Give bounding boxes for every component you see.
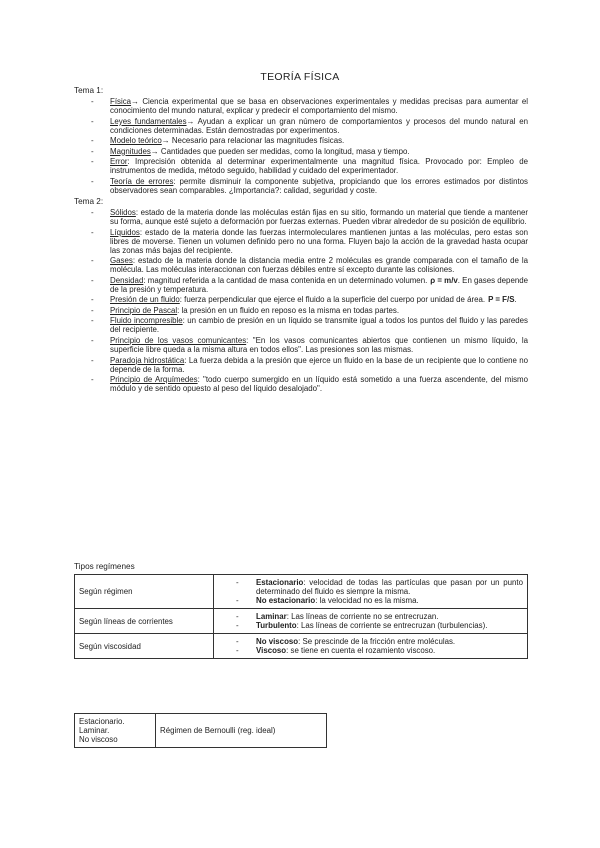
regime-row <box>75 634 528 659</box>
formula: P = F/S <box>488 295 515 305</box>
definition-text: Imprecisión obtenida al determinar experimentalmente una magnitud física. Provocado por: Empleo de instrumentos de medida, método seguido, habilidad y cuidado del experimentador. <box>110 157 528 176</box>
regime-name: Turbulento <box>256 621 297 630</box>
list-item <box>74 316 528 334</box>
regime-details <box>214 575 528 609</box>
document-title: TEORÍA FÍSICA <box>260 71 340 83</box>
definition-text: permite disminuir la componente subjetiva, propiciando que los errores estimados por distintos observadores sean comparables. ¿Importancia?: calidad, seguridad y coste. <box>110 176 528 195</box>
definition-text: un cambio de presión en un líquido se transmite igual a todos los puntos del fluido y las paredes del recipiente. <box>110 316 529 335</box>
regime-item <box>218 596 523 605</box>
regime-description: : velocidad de todas las partículas que pasan por un punto determinado del fluido es siempre la misma. <box>256 578 523 596</box>
regime-label: Según régimen <box>75 575 214 609</box>
term-separator: : <box>132 256 139 266</box>
term-separator: : <box>179 295 185 305</box>
list-item <box>74 356 528 374</box>
list-item <box>74 177 528 195</box>
definition-text: Cantidades que pueden ser medidas, como la longitud, masa y tiempo. <box>160 146 410 156</box>
regime-details <box>214 634 528 659</box>
list-item <box>74 208 528 226</box>
term-separator: → <box>150 146 161 156</box>
definition-text: fuerza perpendicular que ejerce el fluido a la superficie del cuerpo por unidad de área. <box>184 295 486 305</box>
term-separator: → <box>131 97 143 106</box>
regime-list <box>218 578 523 605</box>
term-separator: : <box>184 355 189 365</box>
regime-item <box>218 612 523 621</box>
regime-description: : Se prescinde de la fricción entre moléculas. <box>298 637 456 646</box>
term-separator: : <box>197 375 204 385</box>
regime-label: Según líneas de corrientes <box>75 609 214 634</box>
term: Error <box>110 157 128 167</box>
bernoulli-row <box>75 714 327 748</box>
term: Densidad <box>110 275 144 285</box>
regimes-table <box>74 574 528 659</box>
regime-description: : se tiene en cuenta el rozamiento viscoso. <box>286 646 436 655</box>
list-item <box>74 147 528 156</box>
regime-name: Viscoso <box>256 646 287 655</box>
list-item <box>74 295 528 304</box>
term-separator: → <box>186 116 198 126</box>
definition-text: Ciencia experimental que se basa en observaciones experimentales y medidas precisas para aumentar el conocimiento del mundo natural, explicar y predecir el comportamiento del mismo. <box>110 97 528 116</box>
definition-text: estado de la materia donde la distancia media entre 2 moléculas es grande comparada con el tamaño de la molécula. Las moléculas interaccionan con fuerzas débiles entre sí excepto durante las colisiones. <box>110 256 528 275</box>
definition-text: "En los vasos comunicantes abiertos que contienen un mismo líquido, la superficie libre queda a la misma altura en todos ellos". Las presiones son las mismas. <box>110 335 528 355</box>
term: Gases <box>110 256 133 266</box>
list-item <box>74 276 528 294</box>
term-separator: : <box>182 316 188 326</box>
definition-text: magnitud referida a la cantidad de masa contenida en un determinado volumen. <box>147 275 428 285</box>
term: Presión de un fluido <box>110 295 180 305</box>
term: Física <box>110 97 132 106</box>
term-separator: : <box>246 335 253 345</box>
term: Principio de los vasos comunicantes <box>110 335 247 345</box>
definition-text: estado de la materia donde las fuerzas intermoleculares mantienen juntas a las moléculas, pero estas son libres de moverse. Tienen un volumen definido pero no una forma. Fluyen bajo la acción de la gravedad hasta ocupar las zonas más bajas del recipiente. <box>110 227 528 255</box>
list-item <box>74 336 528 354</box>
regime-list <box>218 612 523 630</box>
term-separator: : <box>127 157 136 167</box>
list-item <box>74 375 528 393</box>
term: Paradoja hidrostática <box>110 355 185 365</box>
regime-name: No viscoso <box>256 637 299 646</box>
bernoulli-conditions <box>75 714 156 748</box>
regime-item <box>218 621 523 630</box>
term: Teoría de errores <box>110 176 174 186</box>
regime-description: : Las líneas de corriente se entrecruzan (turbulencias). <box>296 621 488 630</box>
term-separator: : <box>135 208 141 217</box>
regime-row <box>75 575 528 609</box>
regime-description: : Las líneas de corriente no se entrecruzan. <box>286 612 439 621</box>
list-item <box>74 117 528 135</box>
formula: ρ = m/v <box>430 275 458 285</box>
regime-item <box>218 646 523 655</box>
regime-description: : la velocidad no es la misma. <box>315 596 419 605</box>
regime-name: No estacionario <box>256 596 316 605</box>
term-separator: : <box>139 227 146 237</box>
bernoulli-result: Régimen de Bernoulli (reg. ideal) <box>156 714 327 748</box>
regime-item <box>218 637 523 646</box>
term: Fluido incompresible <box>110 316 183 326</box>
regime-details <box>214 609 528 634</box>
definition-text: Necesario para relacionar las magnitudes físicas. <box>171 136 345 146</box>
regime-label: Según viscosidad <box>75 634 214 659</box>
definition-text: la presión en un fluido en reposo es la misma en todas partes. <box>181 305 400 315</box>
regime-list <box>218 637 523 655</box>
condition-text: Laminar. <box>79 726 110 735</box>
term: Sólidos <box>110 208 136 217</box>
definition-text: . En gases depende de la presión y temperatura. <box>110 275 529 294</box>
list-item <box>74 256 528 274</box>
term-separator: : <box>173 176 180 186</box>
bernoulli-table <box>74 713 327 748</box>
list-item <box>74 136 528 145</box>
term: Leyes fundamentales <box>110 116 187 126</box>
definition-text: Ayudan a explicar un gran número de comportamientos y procesos del mundo natural en condiciones determinadas. Están demostradas por experimentos. <box>110 116 528 135</box>
term: Líquidos <box>110 227 140 237</box>
definition-text: "todo cuerpo sumergido en un líquido está sometido a una fuerza ascendente, del mismo módulo y de sentido opuesto al peso del líquido desalojado". <box>110 375 528 394</box>
definition-text: estado de la materia donde las moléculas están fijas en su sitio, formando un material que tiende a mantener su forma, aunque esté sujeto a deformación por fuerzas externas. Pueden vibrar alrededor de su posición de equilibrio. <box>110 208 528 227</box>
tema1-list <box>74 97 528 196</box>
condition-text: Estacionario. <box>79 717 125 726</box>
condition-text: No viscoso <box>79 735 118 744</box>
section-heading-tema2: Tema 2: <box>74 197 104 206</box>
term-separator: : <box>143 275 148 285</box>
regime-row <box>75 609 528 634</box>
definition-text: . <box>514 295 517 305</box>
section-heading-tema1: Tema 1: <box>74 86 104 95</box>
term: Principio de Arquímedes <box>110 375 198 385</box>
list-item <box>74 306 528 315</box>
section-heading-tipos: Tipos regímenes <box>74 562 135 571</box>
term-separator: : <box>177 305 182 315</box>
term-separator: → <box>161 136 172 146</box>
term: Principio de Pascal <box>110 305 178 315</box>
list-item <box>74 157 528 175</box>
regime-item <box>218 578 523 596</box>
regime-name: Estacionario <box>256 578 304 587</box>
tema2-list <box>74 208 528 395</box>
term: Magnitudes <box>110 146 151 156</box>
definition-text: La fuerza debida a la presión que ejerce un fluido en la base de un recipiente que lo contiene no depende de la forma. <box>110 355 528 374</box>
list-item <box>74 97 528 115</box>
regime-name: Laminar <box>256 612 287 621</box>
list-item <box>74 228 528 255</box>
term: Modelo teórico <box>110 136 162 146</box>
